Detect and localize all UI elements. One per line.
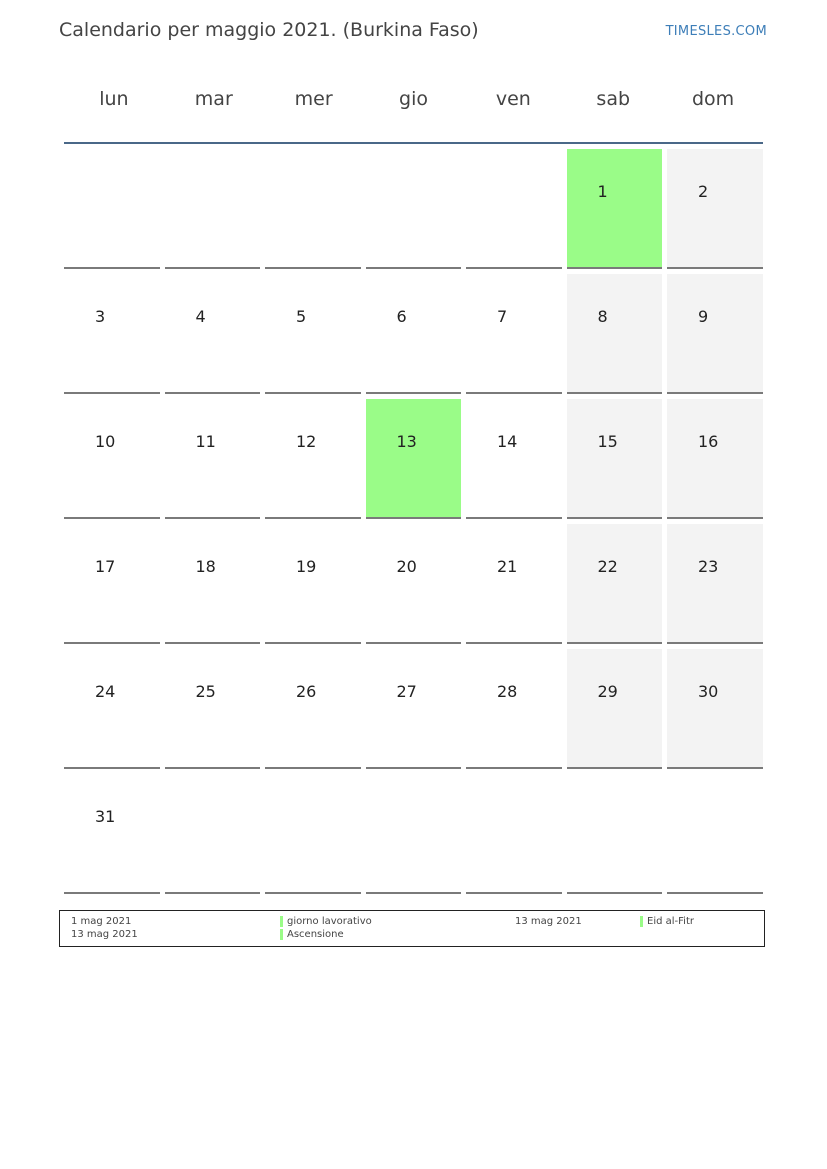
- weekday-label: lun: [99, 88, 129, 110]
- calendar-week-row: [64, 774, 763, 899]
- day-cell: [165, 524, 261, 644]
- day-cell: [366, 274, 462, 394]
- calendar-week-row: [64, 149, 763, 274]
- day-number: 4: [195, 307, 206, 326]
- weekday-label: ven: [495, 88, 531, 110]
- day-number: 8: [597, 307, 608, 326]
- legend-label: Ascensione: [280, 929, 344, 940]
- day-number: 3: [95, 307, 106, 326]
- day-number: 26: [296, 682, 317, 701]
- empty-day-cell: [64, 149, 160, 269]
- day-number: 15: [597, 432, 618, 451]
- day-cell: [64, 524, 160, 644]
- day-number: 17: [95, 557, 116, 576]
- weekday-label: dom: [691, 88, 735, 110]
- legend-date: 13 mag 2021: [71, 929, 138, 940]
- site-link[interactable]: TIMESLES.COM: [665, 24, 767, 39]
- calendar-grid: [64, 149, 763, 899]
- weekday-label: gio: [399, 88, 428, 110]
- weekday-header: [64, 88, 763, 142]
- day-number: 25: [195, 682, 216, 701]
- day-number: 27: [396, 682, 417, 701]
- day-number: 18: [195, 557, 216, 576]
- day-cell: [667, 399, 763, 519]
- day-cell: [466, 399, 562, 519]
- day-number: 9: [698, 307, 709, 326]
- legend-label: Eid al-Fitr: [640, 916, 694, 927]
- calendar-week-row: [64, 524, 763, 649]
- day-cell: [64, 649, 160, 769]
- day-cell: [366, 649, 462, 769]
- holiday-legend: [59, 910, 765, 947]
- day-number: 7: [497, 307, 508, 326]
- empty-day-cell: [567, 774, 663, 894]
- day-number: 2: [698, 182, 709, 201]
- header-divider: [64, 142, 763, 144]
- day-number: 1: [597, 182, 608, 201]
- legend-color-swatch: [280, 929, 283, 940]
- day-number: 19: [296, 557, 317, 576]
- day-cell: [567, 524, 663, 644]
- legend-date: 1 mag 2021: [71, 916, 132, 927]
- day-cell: [64, 774, 160, 894]
- day-cell: [567, 274, 663, 394]
- calendar-week-row: [64, 399, 763, 524]
- legend-label: giorno lavorativo: [280, 916, 372, 927]
- empty-day-cell: [366, 149, 462, 269]
- day-cell: [466, 524, 562, 644]
- legend-color-swatch: [280, 916, 283, 927]
- day-cell: [667, 649, 763, 769]
- day-cell: [165, 274, 261, 394]
- empty-day-cell: [265, 774, 361, 894]
- weekday-label: mar: [194, 88, 233, 110]
- weekday-label: sab: [596, 88, 631, 110]
- day-number: 10: [95, 432, 116, 451]
- day-number: 23: [698, 557, 719, 576]
- empty-day-cell: [466, 774, 562, 894]
- day-number: 30: [698, 682, 719, 701]
- calendar-week-row: [64, 649, 763, 774]
- day-number: 16: [698, 432, 719, 451]
- day-cell: [165, 649, 261, 769]
- day-number: 24: [95, 682, 116, 701]
- day-cell: [466, 274, 562, 394]
- day-cell: [366, 524, 462, 644]
- day-cell: [165, 399, 261, 519]
- day-number: 11: [195, 432, 216, 451]
- calendar-week-row: [64, 274, 763, 399]
- empty-day-cell: [366, 774, 462, 894]
- day-number: 31: [95, 807, 116, 826]
- weekday-label: mer: [294, 88, 333, 110]
- day-cell: [567, 149, 663, 269]
- day-number: 14: [497, 432, 518, 451]
- day-cell: [265, 649, 361, 769]
- day-number: 6: [396, 307, 407, 326]
- empty-day-cell: [165, 774, 261, 894]
- day-number: 22: [597, 557, 618, 576]
- day-cell: [667, 524, 763, 644]
- day-cell: [265, 274, 361, 394]
- day-cell: [265, 524, 361, 644]
- day-cell: [567, 399, 663, 519]
- day-cell: [366, 399, 462, 519]
- page-title: Calendario per maggio 2021. (Burkina Faso): [59, 19, 479, 41]
- day-number: 29: [597, 682, 618, 701]
- day-cell: [466, 649, 562, 769]
- empty-day-cell: [667, 774, 763, 894]
- legend-date: 13 mag 2021: [515, 916, 582, 927]
- day-number: 12: [296, 432, 317, 451]
- day-number: 28: [497, 682, 518, 701]
- day-number: 5: [296, 307, 307, 326]
- day-number: 20: [396, 557, 417, 576]
- empty-day-cell: [265, 149, 361, 269]
- day-cell: [64, 274, 160, 394]
- legend-color-swatch: [640, 916, 643, 927]
- empty-day-cell: [466, 149, 562, 269]
- day-cell: [667, 274, 763, 394]
- empty-day-cell: [165, 149, 261, 269]
- day-cell: [64, 399, 160, 519]
- day-number: 21: [497, 557, 518, 576]
- day-number: 13: [396, 432, 417, 451]
- day-cell: [265, 399, 361, 519]
- day-cell: [667, 149, 763, 269]
- day-cell: [567, 649, 663, 769]
